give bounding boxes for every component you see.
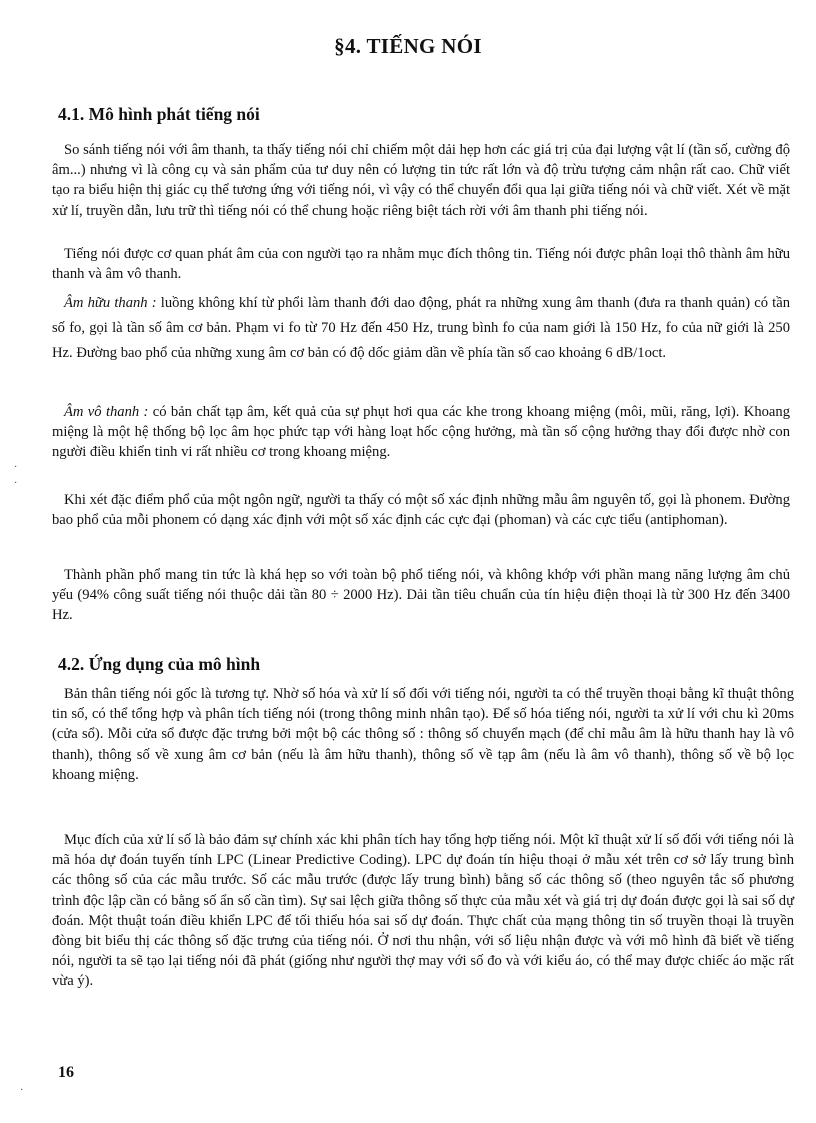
chapter-title: §4. TIẾNG NÓI <box>334 34 482 58</box>
term-voiced: Âm hữu thanh : <box>64 295 157 311</box>
section-heading: 4.1. Mô hình phát tiếng nói <box>58 104 260 124</box>
scan-speck: · <box>14 462 18 473</box>
page-number: 16 <box>58 1064 74 1081</box>
paragraph-unvoiced <box>52 402 790 463</box>
paragraph: Mục đích của xử lí số là bảo đảm sự chính xác khi phân tích hay tổng hợp tiếng nói. Một kĩ thuật xử lí số đối với tiếng nói là mã hóa dự đoán tuyến tính LPC (Linear Predictive Coding). LPC dự đoán tín hiệu thoại ở mẫu xét trên cơ sở lấy trung bình các thông số của các mẫu trước. Số các mẫu trước (được lấy trung bình) bằng số các thông số (theo nguyên tắc số phương trình độc lập cần có bằng số ẩn số cần tìm). Sự sai lệch giữa thông số thực của mẫu xét và giá trị dự đoán được gọi là sai số dự đoán. Một thuật toán điều khiển LPC để tối thiểu hóa sai số dự đoán. Thực chất của mạng thông tin số truyền thoại là truyền đòng bit biểu thị các thông số đặc trưng của tiếng nói. Ở nơi thu nhận, với số liệu nhận được và với mô hình đã biết về tiếng nói, người ta sẽ tạo lại tiếng nói đã phát (giống như người thợ may với số đo và với kiểu áo, có thể may được chiếc áo mặc rất vừa ý). <box>52 832 794 990</box>
section-heading: 4.2. Ứng dụng của mô hình <box>58 654 261 674</box>
scan-speck: · <box>20 1085 24 1096</box>
paragraph-voiced-text: luồng không khí từ phổi làm thanh đới dao động, phát ra những xung âm thanh (đưa ra thanh quản) có tần số fo, gọi là tần số âm cơ bản. Phạm vi fo từ 70 Hz đến 450 Hz, trung bình fo của nam giới là 150 Hz, fo của nữ giới là 250 Hz. Đường bao phổ của những xung âm cơ bản có độ dốc giảm dần về phía tần số cao khoảng 6 dB/1oct. <box>52 295 791 361</box>
paragraph: So sánh tiếng nói với âm thanh, ta thấy tiếng nói chỉ chiếm một dải hẹp hơn các giá trị của đại lượng vật lí (tần số, cường độ âm...) nhưng vì là công cụ và sản phẩm của tư duy nên có lượng tin tức rất lớn và độ trừu tượng cảm nhận rất cao. Chữ viết tạo ra biểu hiện thị giác cụ thể tương ứng với tiếng nói, vì vậy có thể chuyển đổi qua lại giữa tiếng nói và chữ viết. Xét về mặt xử lí, truyền dẫn, lưu trữ thì tiếng nói có thể chung hoặc riêng biệt tách rời với âm thanh phi tiếng nói. <box>52 142 790 219</box>
paragraph: Tiếng nói được cơ quan phát âm của con người tạo ra nhằm mục đích thông tin. Tiếng nói được phân loại thô thành âm hữu thanh và âm vô thanh. <box>52 246 790 283</box>
paragraph: Bản thân tiếng nói gốc là tương tự. Nhờ số hóa và xử lí số đối với tiếng nói, người ta có thể truyền thoại bằng kĩ thuật thông tin số, có thể tổng hợp và phân tích tiếng nói (trong thông minh nhân tạo). Để số hóa tiếng nói, người ta xử lí với chu kì 20ms (cửa sổ). Mỗi cửa sổ được đặc trưng bởi một bộ các thông số : thông số chuyển mạch (để chỉ mẫu âm là hữu thanh hay là vô thanh), thông số về xung âm cơ bản (nếu là âm hữu thanh), thông số về tạp âm (nếu là âm vô thanh), thông số về bộ lọc khoang miệng. <box>52 686 794 783</box>
paragraph-unvoiced-text: có bản chất tạp âm, kết quả của sự phụt hơi qua các khe trong khoang miệng (môi, mũi, răng, lợi). Khoang miệng là một hệ thống bộ lọc âm học phức tạp với hàng loạt hốc cộng hưởng, mà tần số cộng hưởng thay đổi được nhờ con người điều khiển tinh vi rất nhiều cơ trong khoang miệng. <box>52 404 790 461</box>
term-unvoiced: Âm vô thanh : <box>64 404 149 420</box>
paragraph-voiced <box>52 291 790 365</box>
paragraph: Khi xét đặc điểm phổ của một ngôn ngữ, người ta thấy có một số xác định những mẫu âm nguyên tố, gọi là phonem. Đường bao phổ của mỗi phonem có dạng xác định với một số xác định các cực đại (phoman) và các cực tiểu (antiphoman). <box>52 492 790 529</box>
paragraph: Thành phần phổ mang tin tức là khá hẹp so với toàn bộ phổ tiếng nói, và không khớp với phần mang năng lượng âm chủ yếu (94% công suất tiếng nói thuộc dải tần 80 ÷ 2000 Hz). Dải tần tiêu chuẩn của tín hiệu điện thoại là từ 300 Hz đến 3400 Hz. <box>52 567 790 624</box>
scan-speck: · <box>14 478 18 489</box>
